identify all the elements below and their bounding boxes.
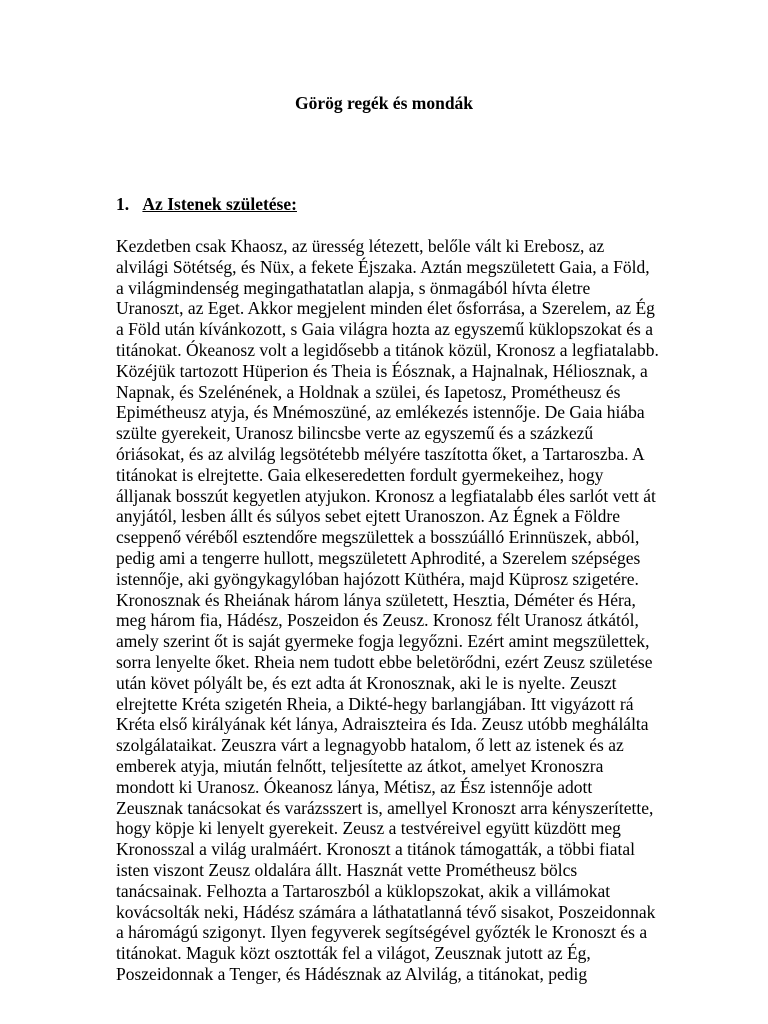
body-text-line: alvilági Sötétség, és Nüx, a fekete Éjszaka. Aztán megszületett Gaia, a Föld, (116, 256, 650, 277)
body-text-line: Zeusznak tanácsokat és varázsszert is, amellyel Kronoszt arra kényszerítette, (116, 797, 654, 818)
body-text-line: isten viszont Zeusz oldalára állt. Hasznát vette Prométheusz bölcs (116, 859, 578, 880)
body-text-line: elrejtette Kréta szigetén Rheia, a Dikté-hegy barlangjában. Itt vigyázott rá (116, 693, 634, 714)
body-text-line: titánokat. Ókeanosz volt a legidősebb a titánok közül, Kronosz a legfiatalabb. (116, 339, 659, 360)
body-text-line: szolgálataikat. Zeuszra várt a legnagyobb hatalom, ő lett az istenek és az (116, 735, 624, 756)
body-paragraph (116, 236, 676, 985)
body-text-line: titánokat. Maguk közt osztották fel a világot, Zeusznak jutott az Ég, (116, 943, 591, 964)
body-text-line: mondott ki Uranosz. Ókeanosz lánya, Métisz, az Ész istennője adott (116, 776, 593, 797)
body-text-line: emberek atyja, miután felnőtt, teljesítette az átkot, amelyet Kronoszra (116, 755, 604, 776)
body-text-line: anyjától, lesben állt és súlyos sebet ejtett Uranoszon. Az Égnek a Földre (116, 506, 620, 527)
body-text-line: pedig ami a tengerre hullott, megszületett Aphrodité, a Szerelem szépséges (116, 547, 641, 568)
body-text-line: Közéjük tartozott Hüperion és Theia is Éósznak, a Hajnalnak, Héliosznak, a (116, 360, 648, 381)
body-text-line: Kréta első királyának két lánya, Adraiszteira és Ida. Zeusz utóbb meghálálta (116, 714, 649, 735)
body-text-line: Napnak, és Szelénének, a Holdnak a szülei, és Iapetosz, Prométheusz és (116, 381, 621, 402)
body-text-line: sorra lenyelte őket. Rheia nem tudott ebbe beletörődni, ezért Zeusz születése (116, 651, 653, 672)
body-text-line: hogy köpje ki lenyelt gyerekeit. Zeusz a testvéreivel együtt küzdött meg (116, 818, 621, 839)
body-text-line: kovácsolták neki, Hádész számára a láthatatlanná tévő sisakot, Poszeidonnak (116, 901, 656, 922)
body-text-line: Uranoszt, az Eget. Akkor megjelent minden élet ősforrása, a Szerelem, az Ég (116, 298, 655, 319)
body-text-line: Kezdetben csak Khaosz, az üresség létezett, belőle vált ki Erebosz, az (116, 236, 605, 256)
body-text-line: a Föld után kívánkozott, s Gaia világra hozta az egyszemű küklopszokat és a (116, 319, 653, 340)
body-text-line: Kronosznak és Rheiának három lánya született, Hesztia, Déméter és Héra, (116, 589, 636, 610)
body-text-line: amely szerint őt is saját gyermeke fogja legyőzni. Ezért amint megszülettek, (116, 631, 650, 652)
body-text-line: cseppenő véréből esztendőre megszülettek a bosszúálló Erinnüszek, abból, (116, 527, 640, 548)
body-text-line: istennője, aki gyöngykagylóban hajózott Küthéra, majd Küprosz szigetére. (116, 568, 639, 589)
body-text-line: titánokat is elrejtette. Gaia elkeseredetten fordult gyermekeihez, hogy (116, 464, 604, 485)
body-text-line: Epimétheusz atyja, és Mnémoszüné, az emlékezés istennője. De Gaia hiába (116, 402, 645, 423)
body-text-line: álljanak bosszút kegyetlen atyjukon. Kronosz a legfiatalabb éles sarlót vett át (116, 485, 656, 506)
body-text-line: tanácsainak. Felhozta a Tartaroszból a küklopszokat, akik a villámokat (116, 880, 611, 901)
body-text-line: a világmindenség megingathatatlan alapja, s önmagából hívta életre (116, 277, 591, 298)
section-heading (116, 193, 297, 215)
document-title: Görög regék és mondák (294, 93, 474, 113)
section-heading-text: Az Istenek születése: (142, 194, 297, 214)
body-text-line: Poszeidonnak a Tenger, és Hádésznak az Alvilág, a titánokat, pedig (116, 963, 588, 984)
body-text-line: után követ pólyált be, és ezt adta át Kronosznak, aki le is nyelte. Zeuszt (116, 672, 617, 693)
body-text-line: a háromágú szigonyt. Ilyen fegyverek segítségével győzték le Kronoszt és a (116, 922, 648, 943)
body-text-line: szülte gyerekeit, Uranosz bilincsbe verte az egyszemű és a százkezű (116, 423, 594, 444)
body-text-line: óriásokat, és az alvilág legsötétebb mélyére taszította őket, a Tartaroszba. A (116, 443, 645, 464)
section-number: 1. (116, 194, 130, 214)
body-text-line: Kronosszal a világ uralmáért. Kronoszt a titánok támogatták, a többi fiatal (116, 839, 636, 860)
body-text-line: meg három fia, Hádész, Poszeidon és Zeusz. Kronosz félt Uranosz átkától, (116, 610, 639, 631)
